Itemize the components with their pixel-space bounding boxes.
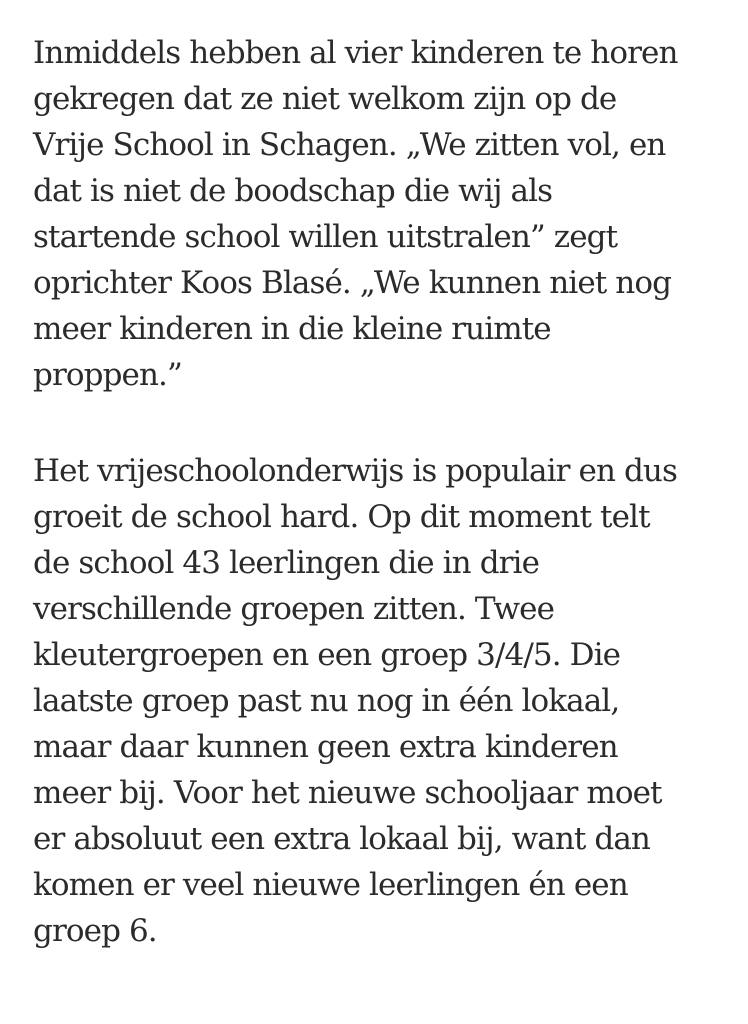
text-line: startende school willen uitstralen” zegt	[33, 219, 618, 255]
article-paragraph-2	[33, 448, 723, 954]
text-line: gekregen dat ze niet welkom zijn op de	[33, 81, 617, 117]
text-line: Het vrijeschoolonderwijs is populair en dus	[33, 453, 677, 489]
text-line: verschillende groepen zitten. Twee	[33, 591, 555, 627]
text-line: maar daar kunnen geen extra kinderen	[33, 729, 618, 765]
text-line: de school 43 leerlingen die in drie	[33, 545, 540, 581]
text-line: er absoluut een extra lokaal bij, want dan	[33, 821, 650, 857]
text-line: dat is niet de boodschap die wij als	[33, 173, 553, 209]
text-line: Vrije School in Schagen. „We zitten vol, en	[33, 127, 666, 163]
text-line: meer kinderen in die kleine ruimte	[33, 311, 551, 347]
text-line: laatste groep past nu nog in één lokaal,	[33, 683, 620, 719]
article-body	[33, 30, 723, 954]
article-paragraph-1	[33, 30, 723, 398]
text-line: proppen.”	[33, 357, 182, 393]
text-line: Inmiddels hebben al vier kinderen te horen	[33, 35, 678, 71]
text-line: oprichter Koos Blasé. „We kunnen niet nog	[33, 265, 672, 301]
text-line: kleutergroepen en een groep 3/4/5. Die	[33, 637, 621, 673]
text-line: groep 6.	[33, 913, 157, 949]
text-line: groeit de school hard. Op dit moment telt	[33, 499, 650, 535]
text-line: meer bij. Voor het nieuwe schooljaar moet	[33, 775, 662, 811]
text-line: komen er veel nieuwe leerlingen én een	[33, 867, 628, 903]
